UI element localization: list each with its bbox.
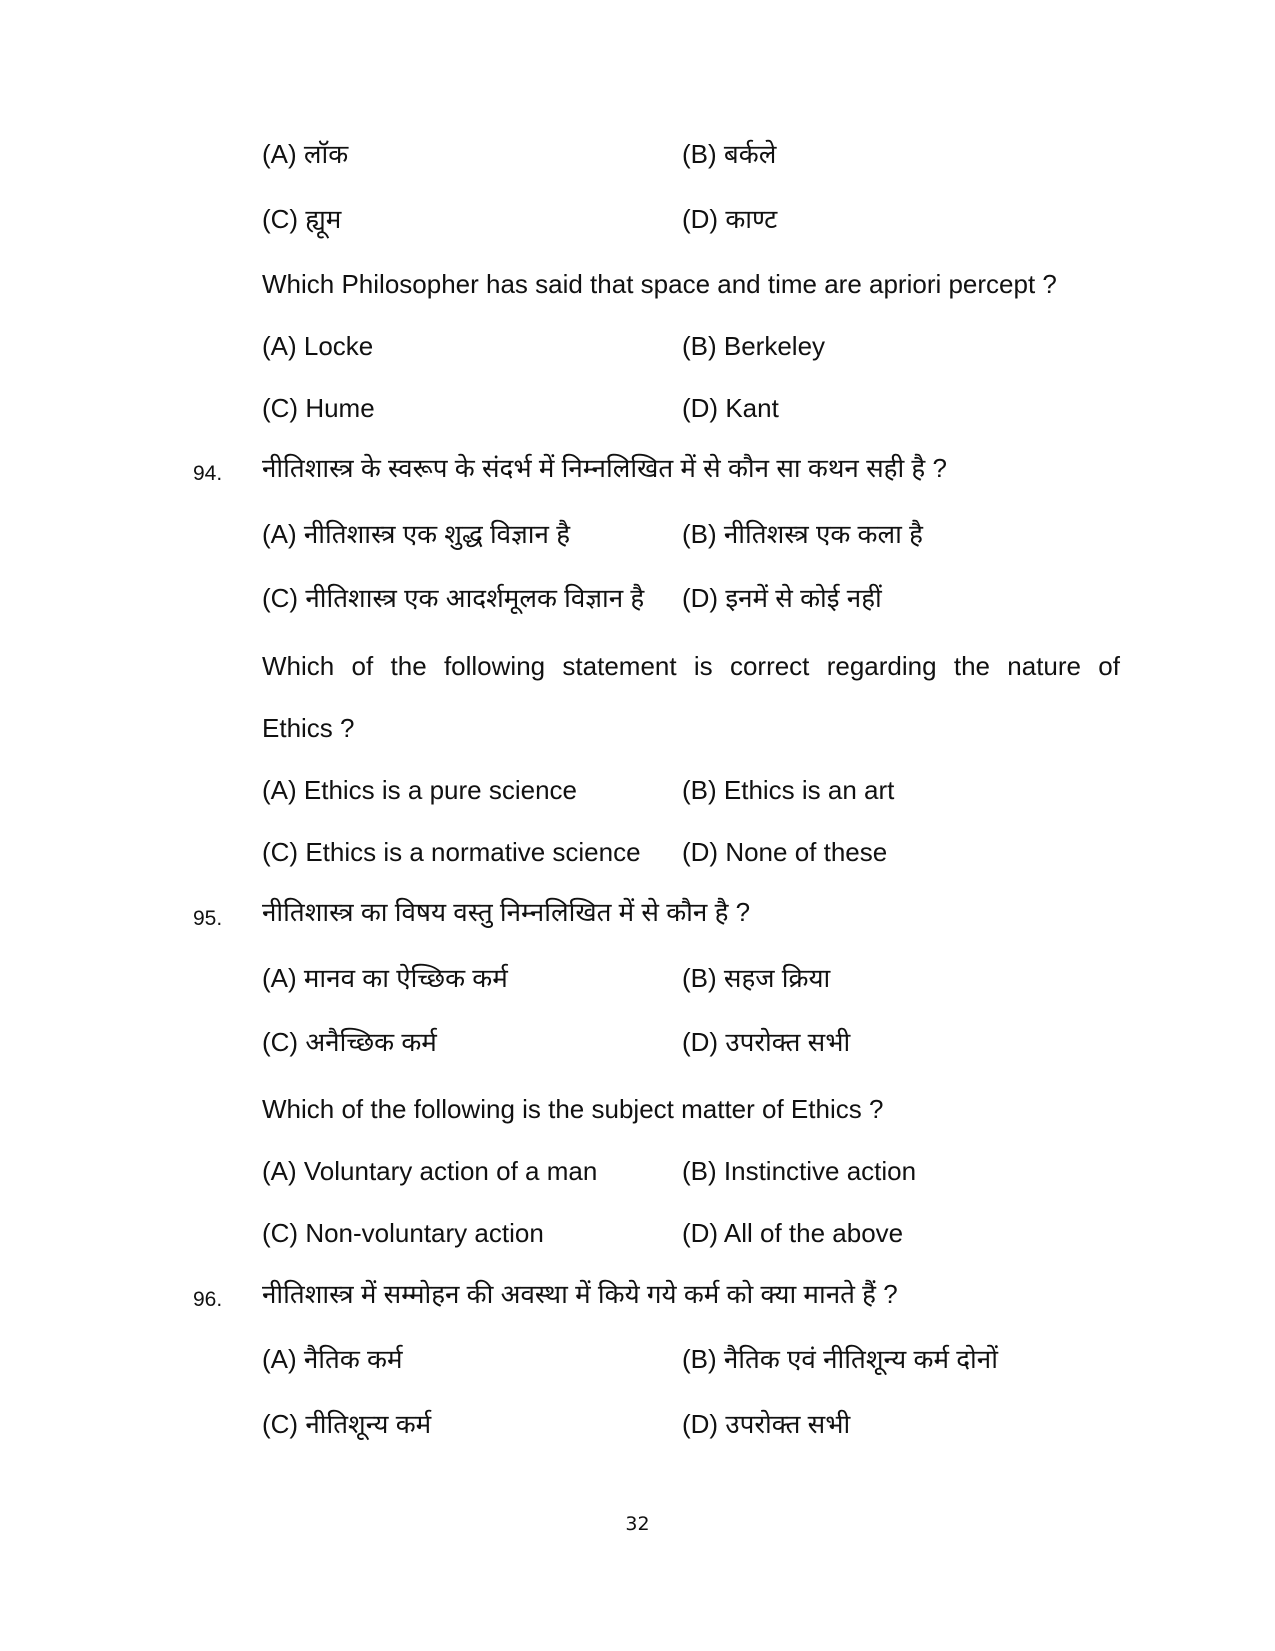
q95-hi-option-a: (A) मानव का ऐच्छिक कर्म: [262, 963, 508, 993]
q95-hi-option-d: (D) उपरोक्त सभी: [682, 1027, 851, 1057]
q95-number: 95.: [193, 907, 223, 930]
q96-hi-option-c: (C) नीतिशून्य कर्म: [262, 1409, 432, 1439]
q93-en-option-c: (C) Hume: [262, 393, 375, 423]
q95-en-option-d: (D) All of the above: [682, 1218, 904, 1248]
q96-number: 96.: [193, 1288, 223, 1311]
q95-en-option-a: (A) Voluntary action of a man: [262, 1156, 598, 1186]
q93-hi-option-a: (A) लॉक: [262, 139, 349, 169]
q95-hi-option-b: (B) सहज क्रिया: [682, 963, 831, 993]
q94-hi-question: नीतिशास्त्र के स्वरूप के संदर्भ में निम्नलिखित में से कौन सा कथन सही है ?: [262, 453, 947, 483]
q93-en-option-d: (D) Kant: [682, 393, 779, 423]
q94-hi-option-a: (A) नीतिशास्त्र एक शुद्ध विज्ञान है: [262, 519, 571, 549]
q94-en-option-c: (C) Ethics is a normative science: [262, 837, 641, 867]
q93-en-option-a: (A) Locke: [262, 331, 374, 361]
q93-en-question: Which Philosopher has said that space and time are apriori percept ?: [262, 269, 1057, 299]
q94-number: 94.: [193, 462, 223, 485]
q95-en-option-b: (B) Instinctive action: [682, 1156, 917, 1186]
q95-en-option-c: (C) Non-voluntary action: [262, 1218, 544, 1248]
q94-en-option-a: (A) Ethics is a pure science: [262, 775, 578, 805]
q94-hi-option-b: (B) नीतिशस्त्र एक कला है: [682, 519, 923, 549]
q94-hi-option-d: (D) इनमें से कोई नहीं: [682, 583, 882, 613]
q94-en-option-d: (D) None of these: [682, 837, 888, 867]
q96-hi-option-d: (D) उपरोक्त सभी: [682, 1409, 851, 1439]
q94-en-option-b: (B) Ethics is an art: [682, 775, 895, 805]
q94-hi-option-c: (C) नीतिशास्त्र एक आदर्शमूलक विज्ञान है: [262, 583, 645, 613]
q95-en-question: Which of the following is the subject matter of Ethics ?: [262, 1094, 884, 1124]
q95-hi-option-c: (C) अनैच्छिक कर्म: [262, 1027, 437, 1057]
q93-hi-option-b: (B) बर्कले: [682, 139, 777, 169]
q93-hi-option-d: (D) काण्ट: [682, 204, 778, 234]
page-number: 32: [625, 1513, 650, 1535]
q96-hi-option-a: (A) नैतिक कर्म: [262, 1344, 403, 1374]
q93-en-option-b: (B) Berkeley: [682, 331, 826, 361]
q96-hi-question: नीतिशास्त्र में सम्मोहन की अवस्था में किये गये कर्म को क्या मानते हैं ?: [262, 1279, 898, 1309]
q95-hi-question: नीतिशास्त्र का विषय वस्तु निम्नलिखित में से कौन है ?: [262, 897, 751, 927]
q94-en-question-line1: Which of the following statement is correct regarding the nature of: [262, 651, 1120, 681]
q93-hi-option-c: (C) ह्यूम: [262, 204, 342, 234]
q94-en-question-line2: Ethics ?: [262, 713, 355, 743]
q96-hi-option-b: (B) नैतिक एवं नीतिशून्य कर्म दोनों: [682, 1344, 998, 1374]
